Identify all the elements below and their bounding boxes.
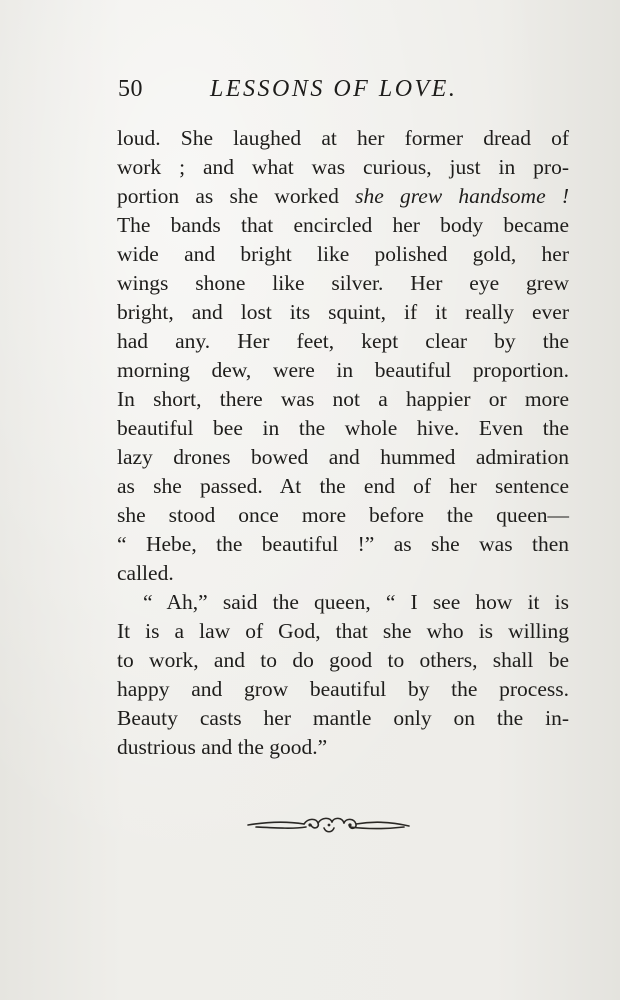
text-line-14: she stood once more before the queen— [117, 503, 569, 527]
text-line-9: morning dew, were in beautiful proportion. [117, 358, 569, 382]
text-line-18: It is a law of God, that she who is willing [117, 619, 569, 643]
text-line-6: wings shone like silver. Her eye grew [117, 271, 569, 295]
text-line-8: had any. Her feet, kept clear by the [117, 329, 569, 353]
body-text [117, 124, 569, 762]
text-line-22: dustrious and the good.” [117, 735, 328, 759]
text-line-4: The bands that encircled her body became [117, 213, 569, 237]
text-line-17: “ Ah,” said the queen, “ I see how it is [143, 590, 569, 614]
running-title: LESSONS OF LOVE. [210, 76, 458, 102]
text-line-10: In short, there was not a happier or more [117, 387, 569, 411]
text-line-7: bright, and lost its squint, if it really ever [117, 300, 569, 324]
emphasized-phrase: she grew handsome ! [355, 184, 569, 208]
running-head [118, 76, 488, 110]
text-line-11: beautiful bee in the whole hive. Even the [117, 416, 569, 440]
text-line-13: as she passed. At the end of her sentence [117, 474, 569, 498]
text-line-21: Beauty casts her mantle only on the in- [117, 706, 569, 730]
text-line-15: “ Hebe, the beautiful !” as she was then [117, 532, 569, 556]
text-line-20: happy and grow beautiful by the process. [117, 677, 569, 701]
text-line-16: called. [117, 561, 174, 585]
page-number: 50 [118, 76, 143, 102]
text-line-1: loud. She laughed at her former dread of [117, 126, 569, 150]
text-line-3 [117, 182, 569, 211]
text-line-12: lazy drones bowed and hummed admiration [117, 445, 569, 469]
scroll-tailpiece-icon [246, 812, 411, 840]
text-line-5: wide and bright like polished gold, her [117, 242, 569, 266]
text-line-3-roman: portion as she worked [117, 184, 339, 208]
text-line-2: work ; and what was curious, just in pro- [117, 155, 569, 179]
text-line-19: to work, and to do good to others, shall be [117, 648, 569, 672]
